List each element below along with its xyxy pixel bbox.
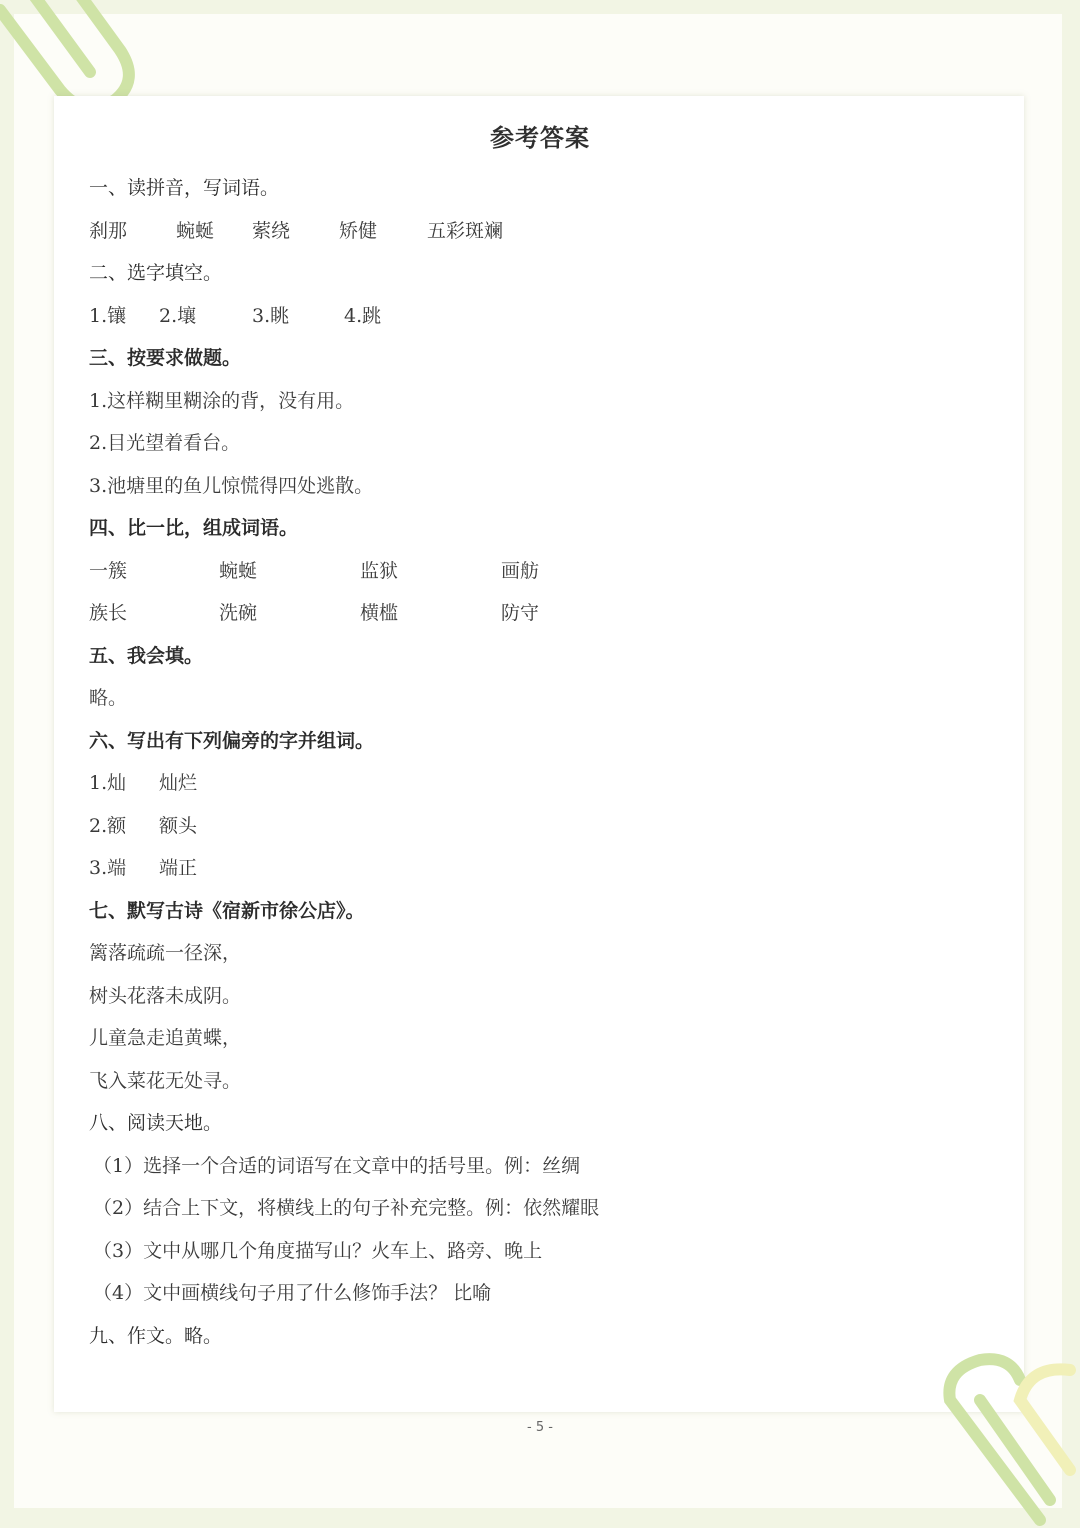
section-9-heading: 九、作文。略。	[89, 1325, 223, 1347]
radical-word: 灿烂	[159, 772, 198, 794]
section-6-item	[89, 854, 489, 882]
poem-line: 儿童急走追黄蝶，	[89, 1027, 242, 1049]
word: 族长	[89, 602, 128, 624]
word: 刹那	[89, 220, 128, 242]
section-7-heading: 七、默写古诗《宿新市徐公店》。	[89, 900, 365, 922]
page-number: - 5 -	[527, 1420, 553, 1435]
section-5-heading: 五、我会填。	[89, 645, 204, 667]
reading-item: （3）文中从哪几个角度描写山？火车上、路旁、晚上	[93, 1240, 543, 1262]
reading-item: （1）选择一个合适的词语写在文章中的括号里。例：丝绸	[93, 1155, 581, 1177]
section-2-heading: 二、选字填空。	[89, 262, 223, 284]
section-4-row-1	[89, 557, 789, 585]
section-1-heading: 一、读拼音，写词语。	[89, 177, 280, 199]
radical-char: 2.额	[89, 815, 127, 837]
section-3-item: 3.池塘里的鱼儿惊慌得四处逃散。	[89, 475, 374, 497]
word: 蜿蜒	[176, 220, 215, 242]
choice-item: 3.眺	[252, 305, 290, 327]
reading-item: （2）结合上下文，将横线上的句子补充完整。例：依然耀眼	[93, 1197, 600, 1219]
page-title: 参考答案	[490, 123, 590, 152]
radical-char: 3.端	[89, 857, 127, 879]
section-4-heading: 四、比一比，组成词语。	[89, 517, 299, 539]
radical-char: 1.灿	[89, 772, 127, 794]
word: 矫健	[339, 220, 378, 242]
section-3-item: 1.这样糊里糊涂的背，没有用。	[89, 390, 355, 412]
word: 洗碗	[219, 602, 258, 624]
word: 画舫	[501, 560, 540, 582]
section-3-item: 2.目光望着看台。	[89, 432, 241, 454]
word: 横槛	[360, 602, 399, 624]
section-6-item	[89, 769, 489, 797]
choice-item: 4.跳	[344, 305, 382, 327]
word: 蜿蜒	[219, 560, 258, 582]
section-5-answer: 略。	[89, 687, 128, 709]
word: 一簇	[89, 560, 128, 582]
word: 萦绕	[252, 220, 291, 242]
section-6-heading: 六、写出有下列偏旁的字并组词。	[89, 730, 375, 752]
section-4-row-2	[89, 599, 789, 627]
poem-line: 树头花落未成阴。	[89, 985, 242, 1007]
poem-line: 篱落疏疏一径深，	[89, 942, 242, 964]
word: 监狱	[360, 560, 399, 582]
section-6-item	[89, 812, 489, 840]
choice-item: 2.壤	[159, 305, 197, 327]
section-1-words	[89, 217, 789, 245]
radical-word: 端正	[159, 857, 198, 879]
section-8-heading: 八、阅读天地。	[89, 1112, 223, 1134]
reading-item: （4）文中画横线句子用了什么修饰手法？ 比喻	[93, 1282, 492, 1304]
choice-item: 1.镶	[89, 305, 127, 327]
radical-word: 额头	[159, 815, 198, 837]
poem-line: 飞入菜花无处寻。	[89, 1070, 242, 1092]
section-3-heading: 三、按要求做题。	[89, 347, 242, 369]
section-2-items	[89, 302, 789, 330]
word: 防守	[501, 602, 540, 624]
word: 五彩斑斓	[427, 220, 504, 242]
